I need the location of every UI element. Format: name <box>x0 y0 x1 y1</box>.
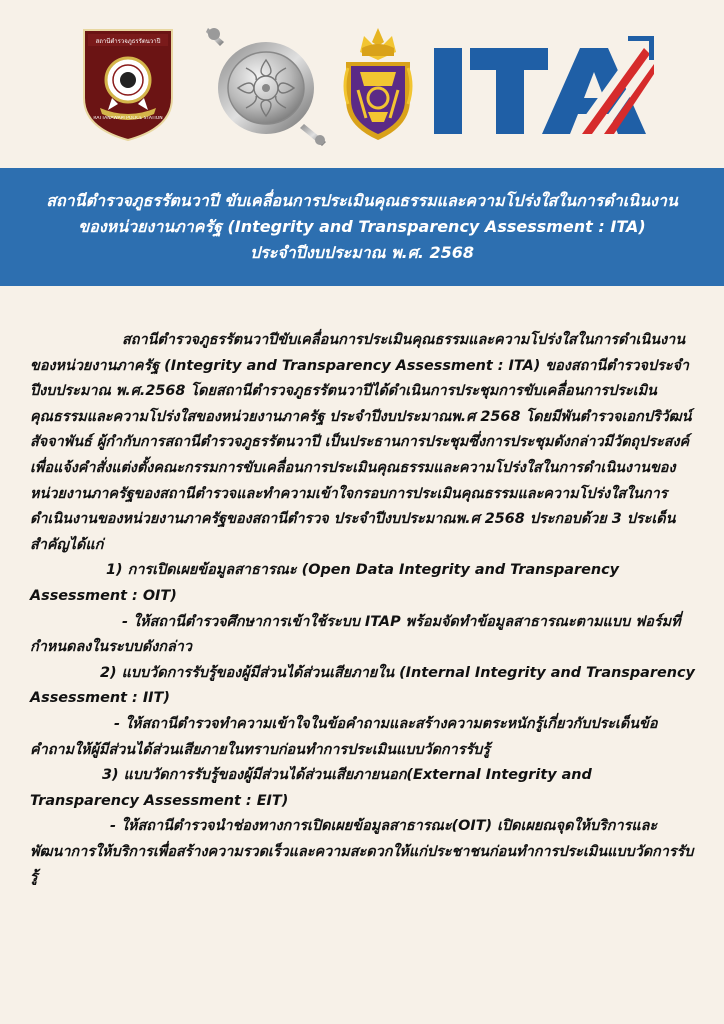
item-2-title: 2) แบบวัดการรับรู้ของผู้มีส่วนได้ส่วนเสียภายใน (Internal Integrity and Transparency Assessment : IIT) <box>30 664 695 707</box>
item-1-detail: - ให้สถานีตำรวจศึกษาการเข้าใช้ระบบ ITAP พร้อมจัดทำข้อมูลสาธารณะตามแบบ ฟอร์มที่กำหนดลงในระบบดังกล่าว <box>30 613 681 656</box>
banner-title-line-1: สถานีตำรวจภูธรรัตนวาปี ขับเคลื่อนการประเมินคุณธรรมและความโปร่งใสในการดำเนินงาน <box>46 191 678 210</box>
title-banner <box>0 168 724 286</box>
logo-row <box>0 0 724 168</box>
item-2-detail: - ให้สถานีตำรวจทำความเข้าใจในข้อคำถามและสร้างความตระหนักรู้เกี่ยวกับประเด็นข้อคำถามให้ผู้มีส่วนได้ส่วนเสียภายในทราบก่อนทำการประเมินแบบวัดการรับรู้ <box>30 715 658 758</box>
intro-paragraph: สถานีตำรวจภูธรรัตนวาปีขับเคลื่อนการประเมินคุณธรรมและความโปร่งใสในการดำเนินงานของหน่วยงานภาครัฐ (Integrity and Transparency Assessment : ITA) ของสถานีตำรวจประจำปีงบประมาณ พ.ศ.2568 โดยสถานีตำรวจภูธรรัตนวาปีได้ดำเนินการประชุมการขับเคลื่อนการประเมินคุณธรรมและความโปร่งใสของหน่วยงานภาครัฐ ประจำปีงบประมาณพ.ศ 2568 โดยมีพันตำรวจเอกปริวัฒน์ สัจจาพันธ์ ผู้กำกับการสถานีตำรวจภูธรรัตนวาปี เป็นประธานการประชุมซึ่งการประชุมดังกล่าวมีวัตถุประสงค์เพื่อแจ้งคำสั่งแต่งตั้งคณะกรรมการขับเคลื่อนการประเมินคุณธรรมและความโปร่งใสในการดำเนินงานของหน่วยงานภาครัฐของสถานีตำรวจและทำความเข้าใจกรอบการประเมินคุณธรรมและความโปร่งใสในการดำเนินงานของหน่วยงานภาครัฐของสถานีตำรวจ ประจำปีงบประมาณพ.ศ 2568 ประกอบด้วย 3 ประเด็นสำคัญได้แก่ <box>30 332 692 553</box>
silver-police-emblem-logo <box>200 22 332 148</box>
banner-title-line-2: ของหน่วยงานภาครัฐ (Integrity and Transparency Assessment : ITA) <box>78 217 646 236</box>
ita-logo <box>432 36 654 138</box>
item-3-title: 3) แบบวัดการรับรู้ของผู้มีส่วนได้ส่วนเสียภายนอก(External Integrity and Transparency Assessment : EIT) <box>30 767 592 809</box>
article-body <box>30 328 700 891</box>
police-badge-text-top: สถานีตำรวจภูธรรัตนวาปี <box>95 38 161 45</box>
police-badge-text-bottom: RATTANAWAPI POLICE STATION <box>93 116 163 121</box>
ita-logo-text: ITA <box>432 36 434 37</box>
royal-thai-police-emblem-logo <box>338 26 418 144</box>
item-3-detail: - ให้สถานีตำรวจนำช่องทางการเปิดเผยข้อมูลสาธารณะ(OIT) เปิดเผยณจุดให้บริการและพัฒนาการให้บริการเพื่อสร้างความรวดเร็วและความสะดวกให้แก่ประชาชนก่อนทำการประเมินแบบวัดการรับรู้ <box>30 818 694 886</box>
item-1-title: 1) การเปิดเผยข้อมูลสาธารณะ (Open Data Integrity and Transparency Assessment : OIT) <box>30 562 620 604</box>
banner-title-line-3: ประจำปีงบประมาณ พ.ศ. 2568 <box>249 243 475 262</box>
